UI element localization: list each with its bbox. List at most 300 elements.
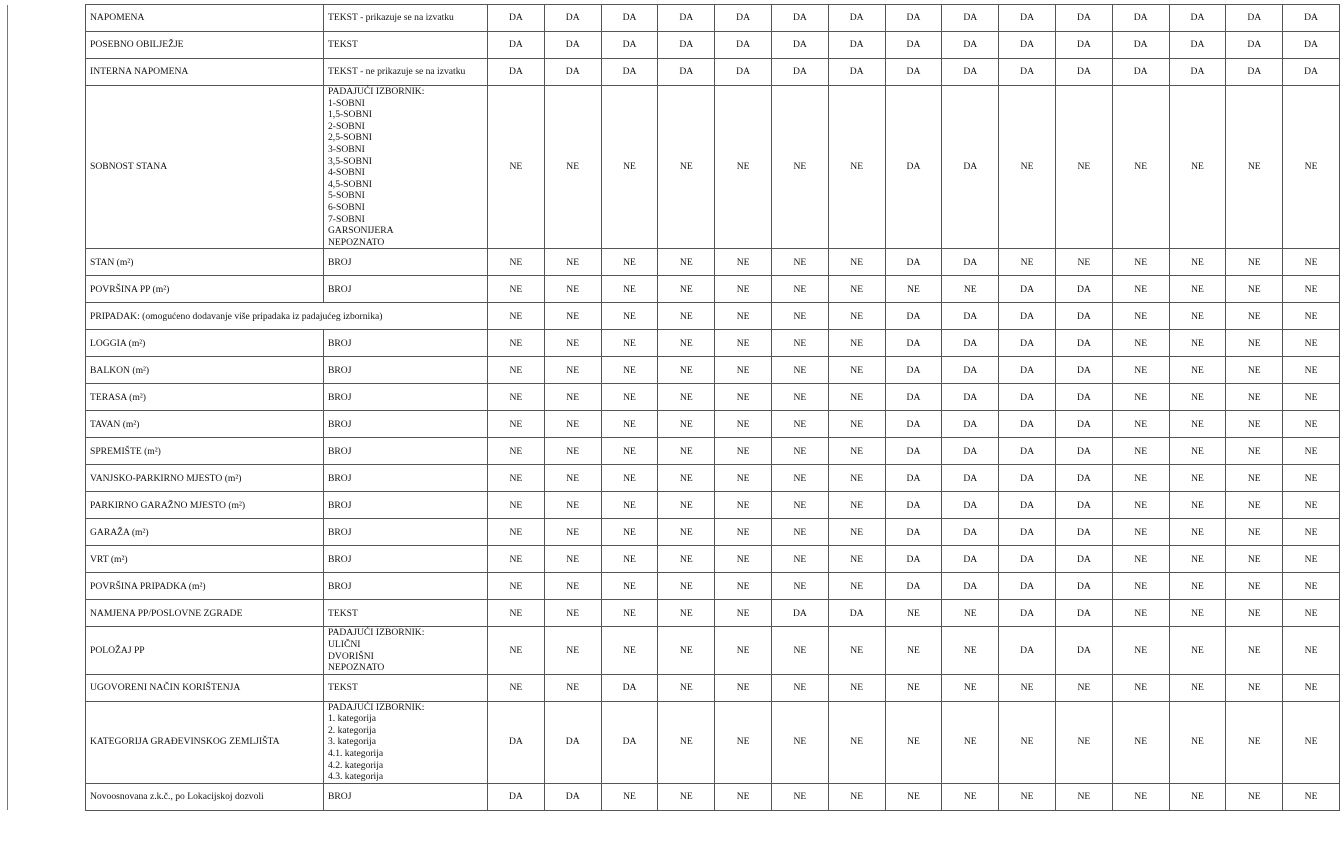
dropdown-option: 2. kategorija	[328, 724, 376, 736]
availability-cell: NE	[1112, 357, 1169, 384]
availability-cell: DA	[942, 546, 999, 573]
type-line: TEKST	[328, 607, 358, 619]
availability-cell: NE	[771, 573, 828, 600]
availability-cell: NE	[1283, 573, 1340, 600]
attribute-type-cell	[324, 600, 488, 627]
attribute-name-cell: SOBNOST STANA	[86, 86, 324, 249]
availability-cell: NE	[1283, 546, 1340, 573]
availability-cell: NE	[488, 573, 545, 600]
availability-cell: DA	[658, 59, 715, 86]
availability-cell: NE	[771, 411, 828, 438]
availability-cell: NE	[942, 600, 999, 627]
availability-cell: NE	[1112, 384, 1169, 411]
availability-cell: NE	[771, 783, 828, 810]
availability-cell: NE	[1226, 783, 1283, 810]
availability-cell: NE	[488, 627, 545, 674]
attribute-name-cell: POVRŠINA PP (m²)	[86, 276, 324, 303]
availability-cell: DA	[999, 573, 1056, 600]
availability-cell: NE	[1226, 492, 1283, 519]
availability-cell: DA	[885, 357, 942, 384]
availability-cell: DA	[1112, 59, 1169, 86]
availability-cell: NE	[1112, 438, 1169, 465]
availability-cell: DA	[1055, 276, 1112, 303]
availability-cell: NE	[1226, 546, 1283, 573]
availability-cell: NE	[1283, 492, 1340, 519]
availability-cell: NE	[488, 674, 545, 701]
attribute-availability-table	[7, 4, 1340, 811]
availability-cell: NE	[658, 701, 715, 783]
availability-cell: NE	[1169, 600, 1226, 627]
availability-cell: NE	[771, 384, 828, 411]
attribute-name-cell: VRT (m²)	[86, 546, 324, 573]
availability-cell: DA	[544, 783, 601, 810]
availability-cell: DA	[885, 330, 942, 357]
availability-cell: DA	[601, 32, 658, 59]
availability-cell: DA	[1283, 32, 1340, 59]
availability-cell: NE	[1112, 86, 1169, 249]
table-row	[8, 600, 1340, 627]
availability-cell: DA	[1055, 303, 1112, 330]
attribute-name-cell: GARAŽA (m²)	[86, 519, 324, 546]
availability-cell: DA	[544, 701, 601, 783]
attribute-type-cell	[324, 276, 488, 303]
availability-cell: NE	[601, 249, 658, 276]
availability-cell: NE	[771, 701, 828, 783]
availability-cell: DA	[885, 546, 942, 573]
dropdown-option: NEPOZNATO	[328, 236, 385, 248]
attribute-type-cell	[324, 411, 488, 438]
availability-cell: NE	[715, 573, 772, 600]
availability-cell: DA	[1055, 627, 1112, 674]
table-row	[8, 438, 1340, 465]
availability-cell: NE	[658, 86, 715, 249]
availability-cell: DA	[488, 5, 545, 32]
availability-cell: DA	[942, 384, 999, 411]
availability-cell: NE	[1169, 492, 1226, 519]
availability-cell: NE	[828, 492, 885, 519]
availability-cell: NE	[544, 276, 601, 303]
availability-cell: NE	[544, 330, 601, 357]
availability-cell: NE	[1283, 384, 1340, 411]
availability-cell: DA	[1226, 32, 1283, 59]
availability-cell: NE	[658, 384, 715, 411]
availability-cell: NE	[1226, 276, 1283, 303]
availability-cell: NE	[885, 627, 942, 674]
attribute-name-cell: POLOŽAJ PP	[86, 627, 324, 674]
availability-cell: NE	[1169, 249, 1226, 276]
availability-cell: DA	[1055, 573, 1112, 600]
table-row	[8, 411, 1340, 438]
attribute-name-cell: POVRŠINA PRIPADKA (m²)	[86, 573, 324, 600]
availability-cell: NE	[828, 465, 885, 492]
availability-cell: NE	[715, 783, 772, 810]
attribute-name-cell: NAPOMENA	[86, 5, 324, 32]
availability-cell: DA	[771, 5, 828, 32]
availability-cell: NE	[488, 303, 545, 330]
availability-cell: NE	[488, 357, 545, 384]
availability-cell: NE	[658, 600, 715, 627]
availability-cell: DA	[999, 411, 1056, 438]
attribute-name-cell: SPREMIŠTE (m²)	[86, 438, 324, 465]
availability-cell: NE	[828, 627, 885, 674]
availability-cell: NE	[601, 438, 658, 465]
availability-cell: NE	[658, 519, 715, 546]
availability-cell: NE	[601, 465, 658, 492]
availability-cell: NE	[828, 674, 885, 701]
availability-cell: DA	[942, 357, 999, 384]
dropdown-option: ULIČNI	[328, 638, 361, 650]
type-line: TEKST	[328, 681, 358, 693]
availability-cell: NE	[1112, 249, 1169, 276]
availability-cell: DA	[942, 411, 999, 438]
table-row	[8, 627, 1340, 674]
availability-cell: DA	[1055, 384, 1112, 411]
type-line: BROJ	[328, 256, 352, 268]
type-line: BROJ	[328, 418, 352, 430]
availability-cell: DA	[544, 59, 601, 86]
attribute-type-cell	[324, 627, 488, 674]
availability-cell: NE	[544, 627, 601, 674]
availability-cell: NE	[828, 276, 885, 303]
availability-cell: NE	[658, 674, 715, 701]
availability-cell: DA	[715, 32, 772, 59]
availability-cell: DA	[942, 5, 999, 32]
type-line: BROJ	[328, 283, 352, 295]
dropdown-option: 4.3. kategorija	[328, 771, 384, 783]
attribute-name-cell: KATEGORIJA GRAĐEVINSKOG ZEMLJIŠTA	[86, 701, 324, 783]
availability-cell: DA	[885, 492, 942, 519]
table-row	[8, 384, 1340, 411]
table-row	[8, 59, 1340, 86]
availability-cell: NE	[715, 546, 772, 573]
availability-cell: NE	[601, 600, 658, 627]
availability-cell: NE	[715, 276, 772, 303]
availability-cell: NE	[488, 519, 545, 546]
availability-cell: DA	[885, 573, 942, 600]
availability-cell: DA	[999, 5, 1056, 32]
availability-cell: NE	[1226, 303, 1283, 330]
availability-cell: NE	[771, 357, 828, 384]
table-row	[8, 276, 1340, 303]
availability-cell: NE	[828, 438, 885, 465]
availability-cell: NE	[658, 627, 715, 674]
availability-cell: NE	[488, 86, 545, 249]
availability-cell: NE	[601, 492, 658, 519]
attribute-name-cell: BALKON (m²)	[86, 357, 324, 384]
table-row	[8, 546, 1340, 573]
type-line: TEKST - prikazuje se na izvatku	[328, 12, 454, 24]
availability-cell: DA	[488, 32, 545, 59]
attribute-type-cell	[324, 59, 488, 86]
availability-cell: NE	[1226, 627, 1283, 674]
availability-cell: DA	[601, 701, 658, 783]
availability-cell: DA	[771, 32, 828, 59]
availability-cell: NE	[715, 411, 772, 438]
type-line: BROJ	[328, 580, 352, 592]
attribute-name-cell: POSEBNO OBILJEŽJE	[86, 32, 324, 59]
availability-cell: NE	[601, 546, 658, 573]
availability-cell: NE	[1283, 86, 1340, 249]
availability-cell: DA	[1169, 5, 1226, 32]
availability-cell: DA	[1055, 330, 1112, 357]
availability-cell: DA	[601, 5, 658, 32]
attribute-type-cell	[324, 573, 488, 600]
availability-cell: DA	[1169, 59, 1226, 86]
type-line: TEKST - ne prikazuje se na izvatku	[328, 66, 466, 78]
availability-cell: NE	[544, 303, 601, 330]
dropdown-option: 1-SOBNI	[328, 97, 365, 109]
attribute-type-cell	[324, 546, 488, 573]
availability-cell: NE	[1226, 330, 1283, 357]
availability-cell: NE	[771, 627, 828, 674]
availability-cell: NE	[1226, 701, 1283, 783]
type-line: BROJ	[328, 553, 352, 565]
availability-cell: NE	[771, 465, 828, 492]
availability-cell: DA	[828, 59, 885, 86]
availability-cell: NE	[1283, 438, 1340, 465]
availability-cell: NE	[601, 411, 658, 438]
availability-cell: NE	[544, 357, 601, 384]
type-line: PADAJUĆI IZBORNIK:	[328, 701, 425, 713]
availability-cell: NE	[1283, 701, 1340, 783]
availability-cell: NE	[771, 86, 828, 249]
attribute-type-cell	[324, 465, 488, 492]
availability-cell: NE	[1055, 86, 1112, 249]
availability-cell: NE	[601, 519, 658, 546]
availability-cell: DA	[488, 701, 545, 783]
availability-cell: DA	[1226, 59, 1283, 86]
availability-cell: NE	[658, 546, 715, 573]
availability-cell: DA	[999, 32, 1056, 59]
availability-cell: NE	[488, 546, 545, 573]
availability-cell: DA	[999, 600, 1056, 627]
availability-cell: NE	[1226, 384, 1283, 411]
availability-cell: NE	[1283, 411, 1340, 438]
availability-cell: NE	[828, 357, 885, 384]
availability-cell: NE	[715, 627, 772, 674]
availability-cell: DA	[1055, 519, 1112, 546]
availability-cell: NE	[715, 519, 772, 546]
availability-cell: NE	[601, 276, 658, 303]
availability-cell: NE	[1226, 86, 1283, 249]
availability-cell: NE	[715, 249, 772, 276]
availability-cell: DA	[1055, 357, 1112, 384]
table-row	[8, 519, 1340, 546]
availability-cell: NE	[1283, 600, 1340, 627]
availability-cell: NE	[1169, 783, 1226, 810]
availability-cell: NE	[1112, 492, 1169, 519]
dropdown-option: 2-SOBNI	[328, 120, 365, 132]
availability-cell: NE	[1112, 465, 1169, 492]
availability-cell: DA	[1055, 600, 1112, 627]
availability-cell: DA	[942, 249, 999, 276]
availability-cell: NE	[715, 86, 772, 249]
availability-cell: NE	[715, 438, 772, 465]
availability-cell: DA	[488, 59, 545, 86]
availability-cell: DA	[885, 465, 942, 492]
availability-cell: NE	[1169, 86, 1226, 249]
availability-cell: NE	[658, 438, 715, 465]
attribute-type-cell	[324, 701, 488, 783]
availability-cell: NE	[1283, 249, 1340, 276]
availability-cell: NE	[1226, 438, 1283, 465]
availability-cell: DA	[601, 59, 658, 86]
availability-cell: NE	[1169, 701, 1226, 783]
availability-cell: NE	[771, 249, 828, 276]
availability-cell: DA	[885, 411, 942, 438]
table-row	[8, 303, 1340, 330]
availability-cell: NE	[1169, 519, 1226, 546]
availability-cell: NE	[658, 783, 715, 810]
dropdown-option: 4.1. kategorija	[328, 748, 384, 760]
availability-cell: NE	[544, 674, 601, 701]
availability-cell: NE	[1112, 411, 1169, 438]
availability-cell: NE	[885, 701, 942, 783]
attribute-name-cell: VANJSKO-PARKIRNO MJESTO (m²)	[86, 465, 324, 492]
availability-cell: NE	[1283, 465, 1340, 492]
availability-cell: DA	[601, 674, 658, 701]
availability-cell: DA	[885, 303, 942, 330]
attribute-type-cell	[324, 384, 488, 411]
availability-cell: NE	[715, 492, 772, 519]
availability-cell: NE	[942, 674, 999, 701]
availability-cell: NE	[1226, 465, 1283, 492]
availability-cell: NE	[771, 438, 828, 465]
availability-cell: NE	[1055, 249, 1112, 276]
availability-cell: DA	[999, 627, 1056, 674]
availability-cell: DA	[1283, 5, 1340, 32]
availability-cell: NE	[1283, 357, 1340, 384]
availability-cell: DA	[885, 86, 942, 249]
availability-cell: NE	[1055, 783, 1112, 810]
availability-cell: DA	[828, 32, 885, 59]
availability-cell: NE	[771, 546, 828, 573]
availability-cell: NE	[1226, 249, 1283, 276]
availability-cell: NE	[544, 600, 601, 627]
availability-cell: NE	[658, 465, 715, 492]
availability-cell: DA	[1055, 59, 1112, 86]
table-row	[8, 465, 1340, 492]
availability-cell: NE	[658, 357, 715, 384]
table-row	[8, 492, 1340, 519]
availability-cell: DA	[1055, 546, 1112, 573]
availability-cell: DA	[999, 303, 1056, 330]
availability-cell: DA	[942, 330, 999, 357]
availability-cell: NE	[1112, 519, 1169, 546]
availability-cell: NE	[601, 86, 658, 249]
table-row	[8, 783, 1340, 810]
table-row	[8, 249, 1340, 276]
availability-cell: DA	[942, 519, 999, 546]
availability-cell: DA	[942, 59, 999, 86]
type-line: BROJ	[328, 364, 352, 376]
type-line: BROJ	[328, 391, 352, 403]
availability-cell: DA	[1112, 32, 1169, 59]
availability-cell: NE	[999, 674, 1056, 701]
availability-cell: DA	[942, 573, 999, 600]
availability-cell: DA	[885, 384, 942, 411]
attribute-name-cell: PRIPADAK: (omogućeno dodavanje više pripadaka iz padajućeg izbornika)	[86, 303, 488, 330]
attribute-type-cell	[324, 674, 488, 701]
availability-cell: DA	[715, 5, 772, 32]
availability-cell: NE	[1283, 783, 1340, 810]
availability-cell: NE	[1112, 276, 1169, 303]
availability-cell: NE	[1283, 303, 1340, 330]
availability-cell: DA	[658, 5, 715, 32]
availability-cell: DA	[999, 330, 1056, 357]
availability-cell: NE	[658, 411, 715, 438]
table-row	[8, 5, 1340, 32]
table-row	[8, 330, 1340, 357]
availability-cell: DA	[1169, 32, 1226, 59]
availability-cell: NE	[942, 276, 999, 303]
availability-cell: DA	[942, 86, 999, 249]
availability-cell: DA	[999, 438, 1056, 465]
availability-cell: NE	[601, 627, 658, 674]
attribute-name-cell: INTERNA NAPOMENA	[86, 59, 324, 86]
availability-cell: NE	[544, 384, 601, 411]
table-row	[8, 674, 1340, 701]
dropdown-option: 4,5-SOBNI	[328, 178, 372, 190]
availability-cell: NE	[658, 276, 715, 303]
type-line: PADAJUĆI IZBORNIK:	[328, 627, 425, 639]
availability-cell: NE	[601, 303, 658, 330]
availability-cell: DA	[1055, 32, 1112, 59]
availability-cell: NE	[488, 465, 545, 492]
availability-cell: NE	[715, 701, 772, 783]
availability-cell: NE	[1283, 519, 1340, 546]
availability-cell: NE	[828, 86, 885, 249]
availability-cell: NE	[1169, 330, 1226, 357]
availability-cell: NE	[658, 303, 715, 330]
attribute-name-cell: TAVAN (m²)	[86, 411, 324, 438]
availability-cell: DA	[885, 59, 942, 86]
attribute-name-cell: LOGGIA (m²)	[86, 330, 324, 357]
table-row	[8, 86, 1340, 249]
availability-cell: NE	[1112, 674, 1169, 701]
availability-cell: NE	[885, 276, 942, 303]
attribute-name-cell: Novoosnovana z.k.č., po Lokacijskoj dozvoli	[86, 783, 324, 810]
attribute-type-cell	[324, 249, 488, 276]
attribute-name-cell: UGOVORENI NAČIN KORIŠTENJA	[86, 674, 324, 701]
availability-cell: DA	[1112, 5, 1169, 32]
availability-cell: NE	[771, 303, 828, 330]
availability-cell: NE	[488, 411, 545, 438]
availability-cell: NE	[488, 384, 545, 411]
availability-cell: NE	[1283, 276, 1340, 303]
attribute-type-cell	[324, 783, 488, 810]
availability-cell: DA	[658, 32, 715, 59]
availability-cell: NE	[601, 384, 658, 411]
availability-cell: NE	[1169, 674, 1226, 701]
availability-cell: NE	[1169, 465, 1226, 492]
availability-cell: DA	[942, 303, 999, 330]
availability-cell: NE	[658, 573, 715, 600]
availability-cell: DA	[942, 438, 999, 465]
availability-cell: DA	[942, 492, 999, 519]
availability-cell: NE	[1169, 411, 1226, 438]
availability-cell: NE	[828, 573, 885, 600]
table-row	[8, 573, 1340, 600]
availability-cell: DA	[1055, 492, 1112, 519]
availability-cell: NE	[1055, 674, 1112, 701]
availability-cell: DA	[999, 492, 1056, 519]
availability-cell: NE	[488, 330, 545, 357]
availability-cell: NE	[1112, 573, 1169, 600]
availability-cell: NE	[1169, 438, 1226, 465]
dropdown-option: 5-SOBNI	[328, 190, 365, 202]
attribute-type-cell	[324, 357, 488, 384]
